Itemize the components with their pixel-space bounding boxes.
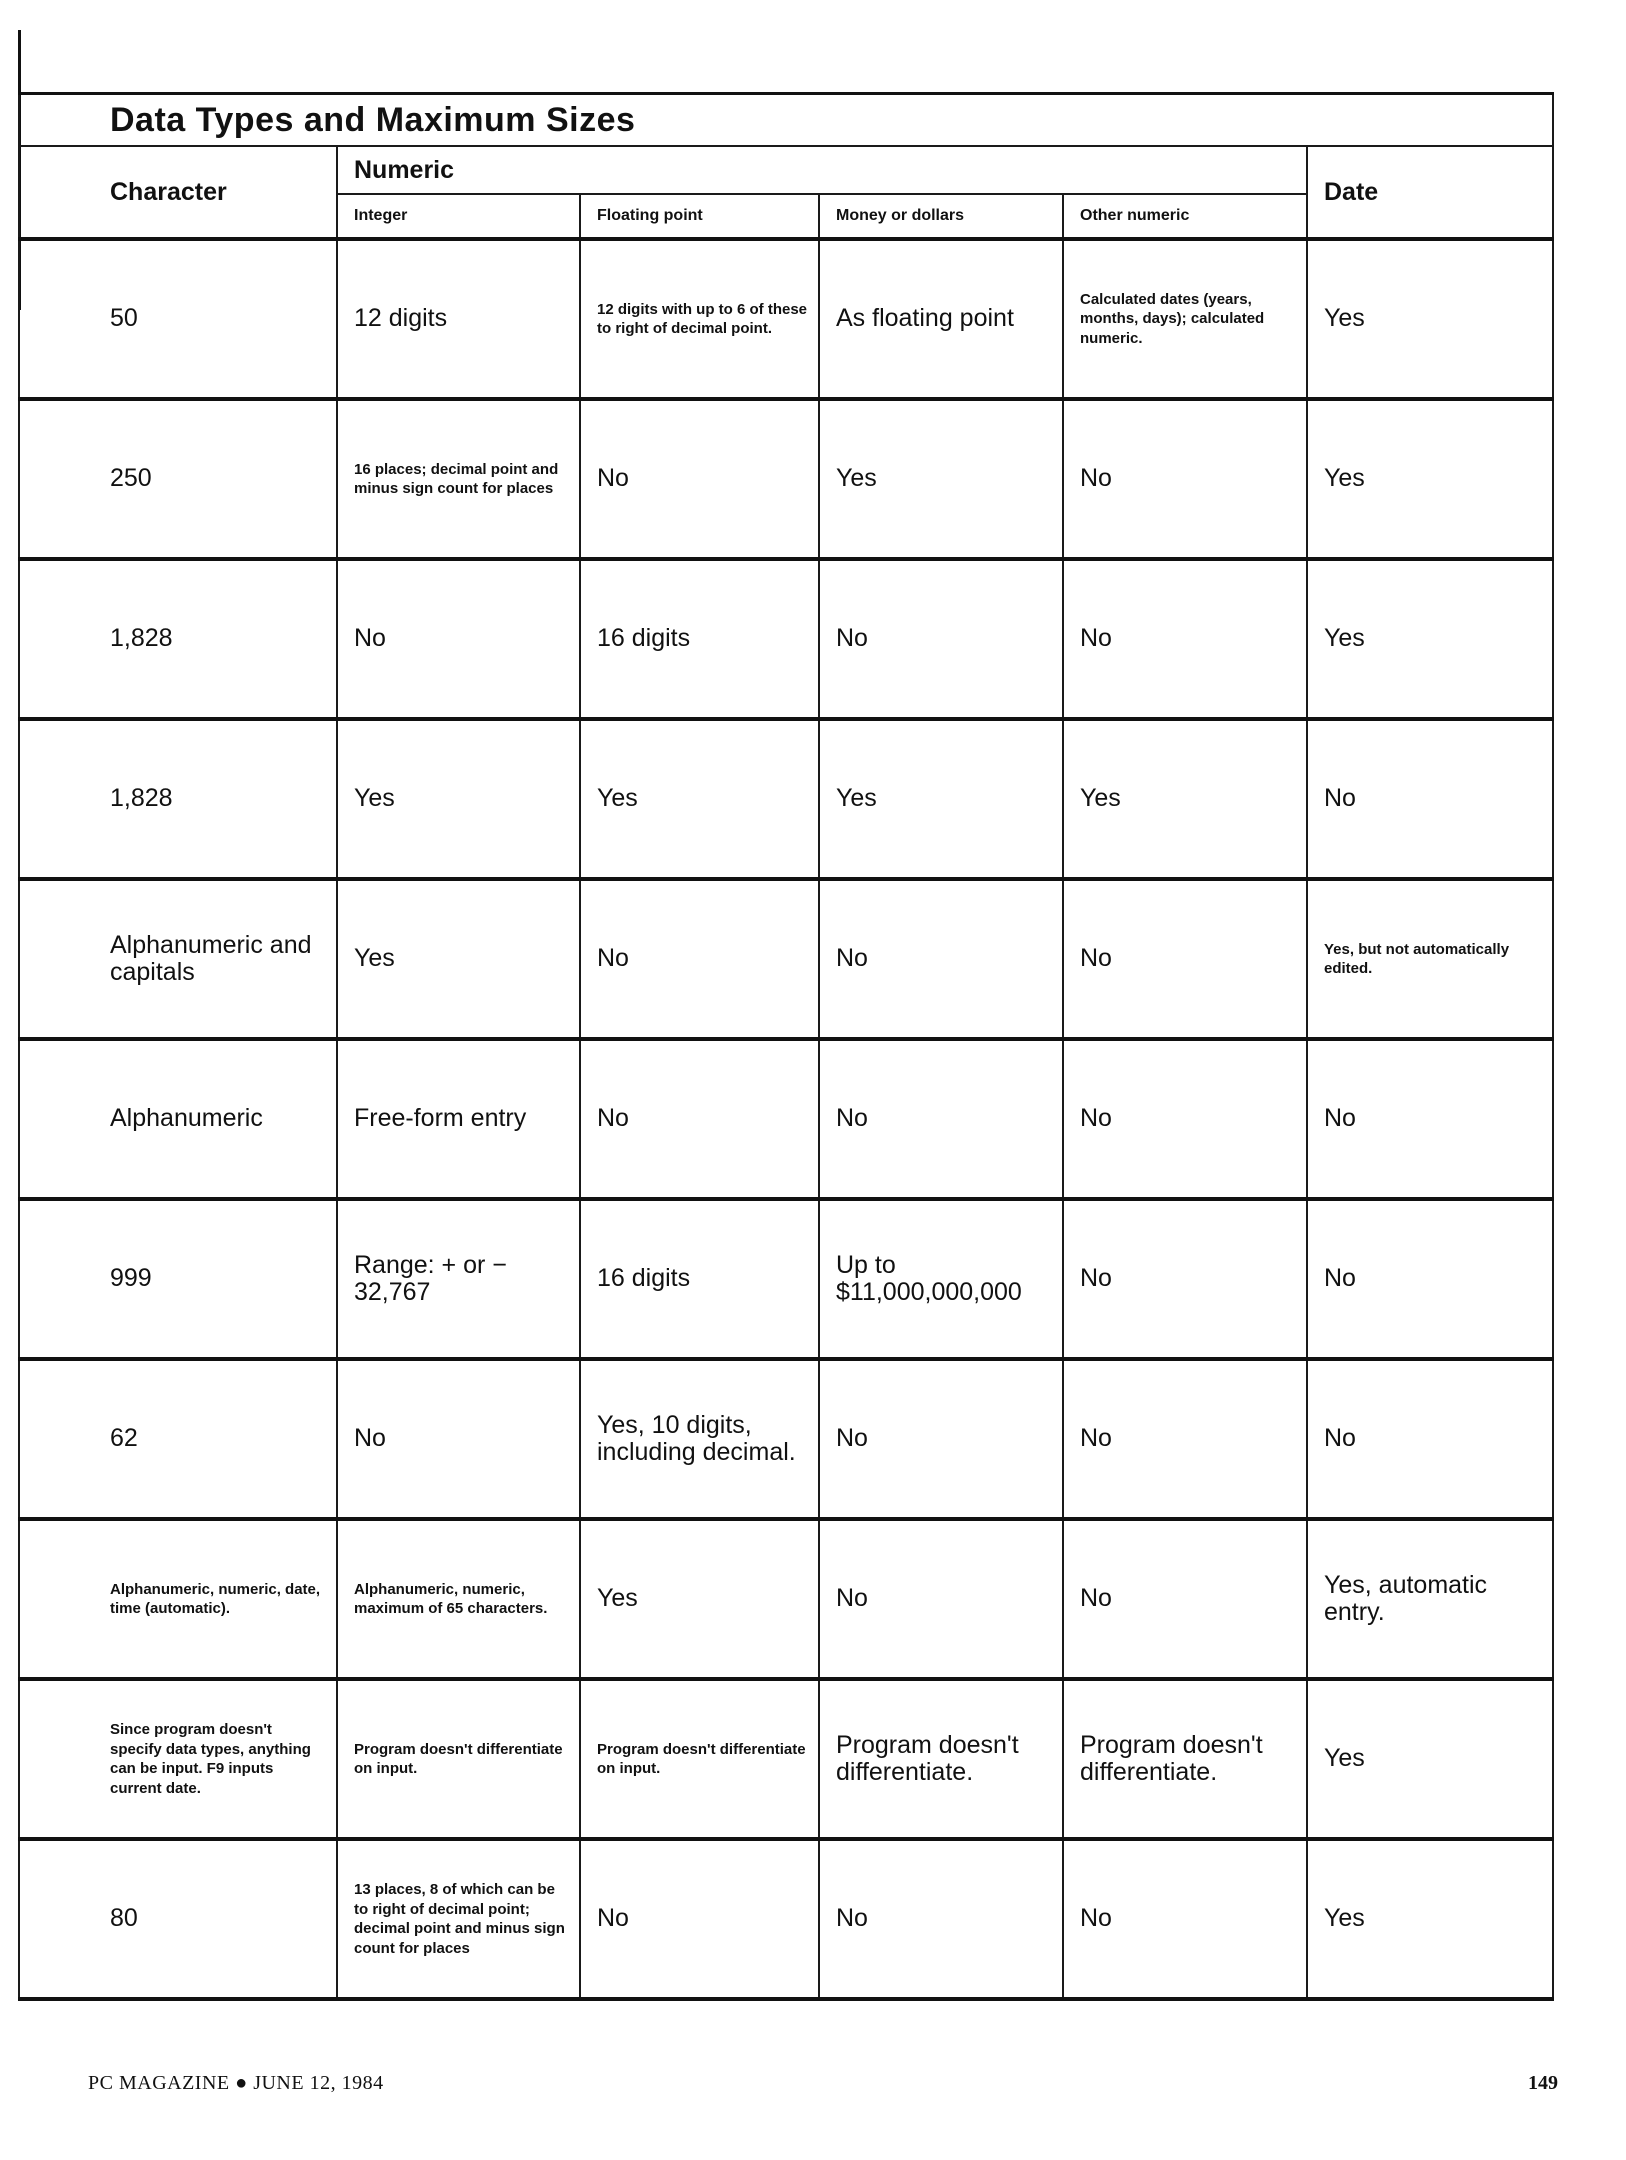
table-row	[19, 239, 1553, 399]
cell-character: 999	[19, 1199, 337, 1359]
cell-other-numeric: Calculated dates (years, months, days); calculated numeric.	[1063, 239, 1307, 399]
table-row	[19, 399, 1553, 559]
table-row	[19, 559, 1553, 719]
cell-integer: 13 places, 8 of which can be to right of decimal point; decimal point and minus sign count for places	[337, 1839, 580, 1999]
cell-floating-point: No	[580, 1039, 819, 1199]
cell-integer: No	[337, 559, 580, 719]
cell-character: 62	[19, 1359, 337, 1519]
footer-publication: PC MAGAZINE ● JUNE 12, 1984	[88, 2072, 384, 2094]
cell-date: Yes	[1307, 1839, 1553, 1999]
header-character: Character	[19, 146, 337, 239]
cell-character: 1,828	[19, 559, 337, 719]
cell-floating-point: Program doesn't differentiate on input.	[580, 1679, 819, 1839]
cell-other-numeric: No	[1063, 1839, 1307, 1999]
cell-date: Yes	[1307, 559, 1553, 719]
table-title: Data Types and Maximum Sizes	[19, 94, 1553, 147]
cell-money: Yes	[819, 719, 1063, 879]
cell-money: No	[819, 559, 1063, 719]
data-types-table	[18, 92, 1554, 2001]
cell-floating-point: Yes	[580, 1519, 819, 1679]
cell-integer: 16 places; decimal point and minus sign count for places	[337, 399, 580, 559]
table-row	[19, 1359, 1553, 1519]
cell-character: Alphanumeric and capitals	[19, 879, 337, 1039]
cell-money: No	[819, 1839, 1063, 1999]
cell-date: No	[1307, 1359, 1553, 1519]
cell-character: 250	[19, 399, 337, 559]
cell-integer: Free-form entry	[337, 1039, 580, 1199]
cell-other-numeric: No	[1063, 1039, 1307, 1199]
cell-integer: Program doesn't differentiate on input.	[337, 1679, 580, 1839]
cell-floating-point: 16 digits	[580, 1199, 819, 1359]
cell-money: No	[819, 1359, 1063, 1519]
table-row	[19, 1199, 1553, 1359]
cell-money: Yes	[819, 399, 1063, 559]
cell-date: Yes, automatic entry.	[1307, 1519, 1553, 1679]
cell-integer: Alphanumeric, numeric, maximum of 65 characters.	[337, 1519, 580, 1679]
cell-date: Yes, but not automatically edited.	[1307, 879, 1553, 1039]
cell-character: 1,828	[19, 719, 337, 879]
cell-character: Alphanumeric, numeric, date, time (automatic).	[19, 1519, 337, 1679]
cell-floating-point: No	[580, 1839, 819, 1999]
table-row	[19, 1679, 1553, 1839]
cell-other-numeric: No	[1063, 399, 1307, 559]
cell-money: No	[819, 1519, 1063, 1679]
cell-floating-point: Yes	[580, 719, 819, 879]
cell-floating-point: No	[580, 399, 819, 559]
cell-floating-point: 16 digits	[580, 559, 819, 719]
cell-date: No	[1307, 719, 1553, 879]
table-row	[19, 1839, 1553, 1999]
header-numeric: Numeric	[337, 146, 1307, 194]
cell-integer: 12 digits	[337, 239, 580, 399]
table-row	[19, 879, 1553, 1039]
cell-date: Yes	[1307, 399, 1553, 559]
cell-other-numeric: Yes	[1063, 719, 1307, 879]
header-money: Money or dollars	[819, 194, 1063, 239]
cell-integer: Yes	[337, 719, 580, 879]
cell-money: Up to $11,000,000,000	[819, 1199, 1063, 1359]
cell-character: Alphanumeric	[19, 1039, 337, 1199]
cell-date: Yes	[1307, 239, 1553, 399]
cell-character: 80	[19, 1839, 337, 1999]
header-integer: Integer	[337, 194, 580, 239]
cell-money: No	[819, 879, 1063, 1039]
table-row	[19, 719, 1553, 879]
cell-other-numeric: No	[1063, 1359, 1307, 1519]
table-row	[19, 1039, 1553, 1199]
cell-date: No	[1307, 1199, 1553, 1359]
cell-money: Program doesn't differentiate.	[819, 1679, 1063, 1839]
cell-floating-point: Yes, 10 digits, including decimal.	[580, 1359, 819, 1519]
header-other-numeric: Other numeric	[1063, 194, 1307, 239]
footer-page-number: 149	[1528, 2072, 1558, 2094]
cell-other-numeric: No	[1063, 1519, 1307, 1679]
header-floating-point: Floating point	[580, 194, 819, 239]
cell-character: 50	[19, 239, 337, 399]
cell-date: Yes	[1307, 1679, 1553, 1839]
cell-floating-point: No	[580, 879, 819, 1039]
cell-floating-point: 12 digits with up to 6 of these to right of decimal point.	[580, 239, 819, 399]
header-date: Date	[1307, 146, 1553, 239]
cell-integer: No	[337, 1359, 580, 1519]
cell-character: Since program doesn't specify data types, anything can be input. F9 inputs current date.	[19, 1679, 337, 1839]
cell-date: No	[1307, 1039, 1553, 1199]
cell-integer: Yes	[337, 879, 580, 1039]
cell-integer: Range: + or − 32,767	[337, 1199, 580, 1359]
cell-other-numeric: No	[1063, 559, 1307, 719]
data-types-table-container	[18, 92, 1552, 2001]
cell-money: As floating point	[819, 239, 1063, 399]
cell-other-numeric: Program doesn't differentiate.	[1063, 1679, 1307, 1839]
cell-other-numeric: No	[1063, 1199, 1307, 1359]
table-row	[19, 1519, 1553, 1679]
cell-other-numeric: No	[1063, 879, 1307, 1039]
cell-money: No	[819, 1039, 1063, 1199]
